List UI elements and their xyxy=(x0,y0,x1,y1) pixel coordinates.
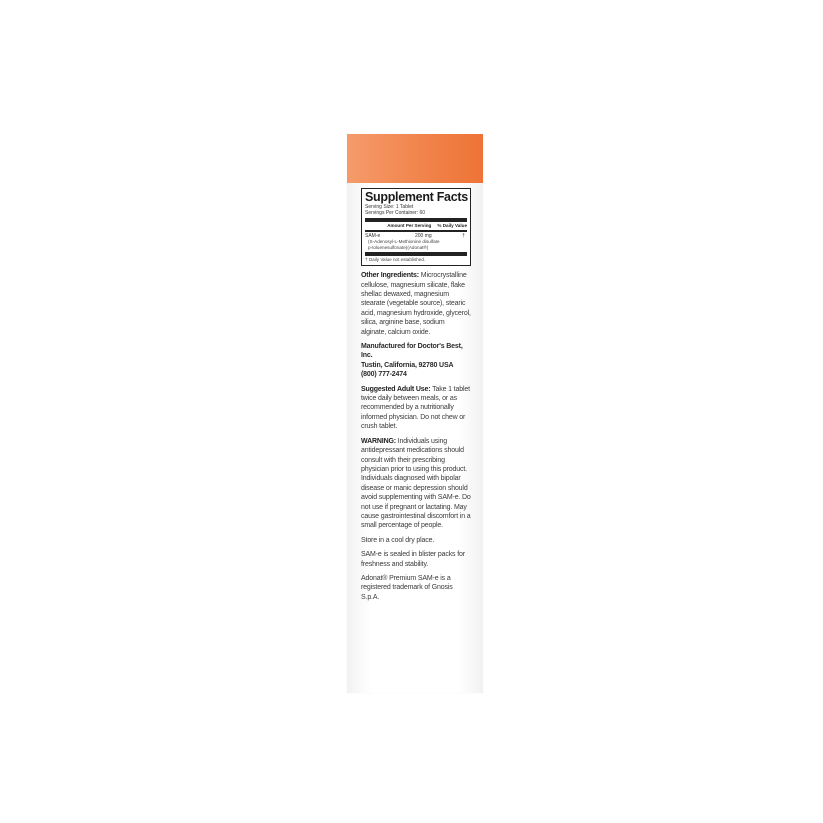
facts-divider-thick xyxy=(365,218,467,222)
facts-row-name: SAM-e xyxy=(365,233,381,239)
storage-note: Store in a cool dry place. xyxy=(361,536,435,544)
servings-per-container: Servings Per Container: 60 xyxy=(365,210,426,216)
facts-footnote: † Daily Value not established. xyxy=(365,257,426,263)
supplement-facts-title: Supplement Facts xyxy=(365,190,468,204)
daily-value-header: % Daily Value xyxy=(437,223,467,228)
amount-per-serving-header: Amount Per Serving xyxy=(387,223,432,228)
facts-row-sub-2: p-toluenesulfonate)(Adonat®) xyxy=(368,244,429,250)
facts-divider-bottom xyxy=(365,252,467,256)
manufacturer-line-2: Tustin, California, 92780 USA xyxy=(361,361,454,369)
other-ingredients-label: Other Ingredients: xyxy=(361,272,419,280)
suggested-use xyxy=(361,385,471,432)
suggested-use-label: Suggested Adult Use: xyxy=(361,385,431,393)
supplement-box-side-panel xyxy=(347,134,483,693)
facts-divider xyxy=(365,230,467,232)
box-label-content xyxy=(361,188,471,602)
serving-size: Serving Size: 1 Tablet xyxy=(365,204,414,210)
suggested-use-text: Take 1 tablet twice daily between meals, or as recommended by a nutritionally informed physician. Do not chew or crush tablet. xyxy=(361,385,470,431)
warning-text: Individuals using antidepressant medications should consult with their prescribing physician prior to using this product. Individuals diagnosed with bipolar disease or manic depression should avoid supplementing with SAM-e. Do not use if pregnant or lactating. May cause gastrointestinal discomfort in a small percentage of people. xyxy=(361,437,471,530)
sealed-note: SAM-e is sealed in blister packs for freshness and stability. xyxy=(361,551,465,568)
orange-top-band xyxy=(347,134,483,183)
facts-column-headers xyxy=(365,223,467,229)
facts-row-sub-1: (S-Adenosyl-L-Methionine disulfate xyxy=(368,239,440,244)
facts-row-amount: 200 mg xyxy=(415,233,432,239)
facts-row-dv: † xyxy=(462,233,465,239)
manufacturer-line-1: Manufactured for Doctor's Best, Inc. xyxy=(361,343,463,360)
manufacturer-phone: (800) 777-2474 xyxy=(361,371,407,379)
trademark-note: Adonat® Premium SAM-e is a registered trademark of Gnosis S.p.A. xyxy=(361,574,453,601)
supplement-facts-panel xyxy=(361,188,471,266)
other-ingredients-text: Microcrystalline cellulose, magnesium silicate, flake shellac dewaxed, magnesium stearate (vegetable source), stearic acid, magnesium hydroxide, glycerol, silica, arginine base, sodium alginate, calcium oxide. xyxy=(361,272,471,336)
manufacturer-info xyxy=(361,342,471,380)
warning-label: WARNING: xyxy=(361,437,396,445)
warning xyxy=(361,437,471,531)
other-ingredients xyxy=(361,271,471,337)
